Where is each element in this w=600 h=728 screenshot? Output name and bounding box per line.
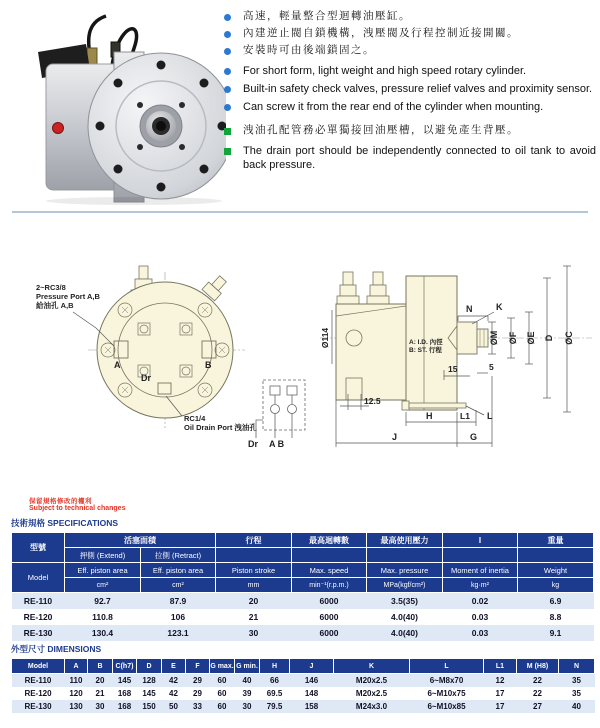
value-cell: 20 (248, 596, 259, 606)
value-cell: 50 (169, 702, 178, 711)
feature-text: 安裝時可由後端鎖固之。 (243, 44, 375, 56)
dim-l-label: L (487, 411, 493, 421)
unit-cell: cm² (65, 578, 141, 593)
dim-15-label: 15 (448, 364, 458, 374)
header-weight-zh: 重量 (518, 533, 594, 548)
header-area-en: Eff. piston area (141, 563, 216, 578)
value-cell: 30 (248, 628, 259, 638)
header-stroke-en: Piston stroke (216, 563, 292, 578)
front-view-drawing (73, 266, 245, 428)
value-cell: 120 (69, 689, 83, 698)
value-cell: 148 (304, 689, 319, 698)
column-header: F (186, 659, 210, 674)
drain-port-label-line1: RC1/4 (184, 414, 206, 423)
column-header: A (65, 659, 88, 674)
hydraulic-circuit-symbol (256, 380, 305, 438)
header-area-en: Eff. piston area (65, 563, 141, 578)
feature-text: 內建逆止閥自鎖機構，洩壓閥及行程控制近接開關。 (243, 27, 519, 39)
value-cell: 17 (495, 689, 505, 698)
value-cell: 39 (242, 689, 252, 698)
value-cell: 6000 (319, 596, 339, 606)
value-cell: 22 (533, 689, 542, 698)
unit-cell: cm² (141, 578, 216, 593)
value-cell: 6000 (319, 628, 339, 638)
value-cell: 29 (193, 676, 202, 685)
column-header: L (410, 659, 484, 674)
indicator-dot (53, 123, 64, 134)
value-cell: 40 (572, 702, 581, 711)
feature-item (224, 82, 596, 96)
model-cell: RE-130 (23, 628, 53, 638)
value-cell: 150 (142, 702, 156, 711)
value-cell: 79.5 (266, 702, 283, 711)
empty-header-cell (292, 548, 367, 563)
bullet-icon (224, 104, 231, 111)
header-weight-en: Weight (518, 563, 594, 578)
table-row (12, 687, 595, 700)
bullet-icon (224, 68, 231, 75)
model-cell: RE-110 (23, 596, 53, 606)
bullet-icon (224, 31, 231, 38)
value-cell: 106 (170, 612, 186, 622)
unit-cell: MPa(kgf/cm²) (367, 578, 443, 593)
note-id-label: A: I.D. 內徑 (409, 339, 443, 346)
empty-header-cell (518, 548, 594, 563)
dim-k-label: K (496, 302, 503, 312)
value-cell: 12 (495, 676, 505, 685)
value-cell: M20x2.5 (355, 676, 388, 685)
column-header: Model (12, 659, 65, 674)
bullet-icon (224, 14, 231, 21)
header-stroke-zh: 行程 (216, 533, 292, 548)
value-cell: 69.5 (266, 689, 283, 698)
table-row (12, 609, 594, 625)
value-cell: 6000 (319, 612, 339, 622)
feature-item (224, 64, 596, 78)
header-retract: 拉側 (Retract) (141, 548, 216, 563)
pressure-port-label-line1: 2~RC3/8 (36, 283, 66, 292)
column-header: G max. (210, 659, 235, 674)
value-cell: 8.8 (549, 612, 562, 622)
value-cell: 35 (572, 676, 581, 685)
value-cell: 128 (142, 676, 156, 685)
header-model-zh: 型號 (12, 533, 65, 563)
value-cell: 145 (117, 676, 132, 685)
value-cell: M24x3.0 (355, 702, 388, 711)
value-cell: 60 (217, 702, 227, 711)
value-cell: 146 (304, 676, 319, 685)
section-divider (12, 211, 588, 213)
value-cell: 130.4 (91, 628, 114, 638)
feature-item (224, 10, 596, 23)
unit-cell: min⁻¹(r.p.m.) (292, 578, 367, 593)
specifications-section (11, 517, 593, 641)
column-header: M (H8) (517, 659, 559, 674)
value-cell: 130 (69, 702, 83, 711)
table-row (12, 700, 595, 713)
header-model-en: Model (12, 563, 65, 593)
specifications-table (11, 532, 594, 641)
feature-text: Built-in safety check valves, pressure relief valves and proximity sensor. (243, 83, 593, 95)
value-cell: 60 (217, 689, 227, 698)
technical-drawings (0, 260, 600, 496)
change-notice-en: Subject to technical changes (29, 505, 126, 513)
dimensions-header-row (12, 659, 595, 674)
dim-g-label: G (470, 432, 478, 442)
specifications-title: 技術規格 SPECIFICATIONS (11, 518, 119, 528)
value-cell: M20x2.5 (355, 689, 388, 698)
empty-header-cell (443, 548, 518, 563)
dia114-label: Ø114 (320, 327, 330, 349)
table-row (12, 625, 594, 641)
value-cell: 30 (242, 702, 252, 711)
column-header: D (137, 659, 162, 674)
dia-e-label: ØE (526, 331, 536, 345)
note-text: 洩油孔配管務必單獨接回油壓槽，以避免產生背壓。 (243, 124, 519, 136)
value-cell: 6~M10x85 (427, 702, 466, 711)
model-cell: RE-130 (24, 702, 52, 711)
change-notice (29, 498, 125, 514)
dim-j-label: J (392, 432, 398, 442)
bullet-icon (224, 86, 231, 93)
side-view-drawing (320, 266, 592, 447)
side-valve-stems (337, 272, 389, 304)
bullet-icon (224, 48, 231, 55)
value-cell: 110.8 (92, 612, 113, 622)
header-pressure-en: Max. pressure (367, 563, 443, 578)
value-cell: 0.03 (471, 612, 489, 622)
circuit-dr-label: Dr (248, 439, 259, 449)
feature-text: For short form, light weight and high speed rotary cylinder. (243, 65, 527, 77)
feature-list (224, 10, 596, 176)
column-header: C(h7) (113, 659, 137, 674)
unit-cell: kg·m² (443, 578, 518, 593)
value-cell: 35 (572, 689, 581, 698)
cylinder-body (336, 304, 406, 400)
value-cell: 22 (533, 676, 542, 685)
value-cell: 0.02 (471, 596, 489, 606)
header-piston-area: 活塞面積 (65, 533, 216, 548)
value-cell: 87.9 (169, 596, 187, 606)
header-extend: 押側 (Extend) (65, 548, 141, 563)
value-cell: 4.0(40) (391, 612, 418, 622)
note-text: The drain port should be independently connected to oil tank to avoid back pressure. (243, 145, 596, 171)
rotary-cylinder-photo (14, 8, 226, 206)
value-cell: 42 (169, 689, 178, 698)
empty-header-cell (367, 548, 443, 563)
header-inertia-zh: I (443, 533, 518, 548)
shaft-tip (477, 329, 488, 347)
feature-item (224, 27, 596, 40)
dimensions-table (11, 658, 595, 713)
unit-cell: kg (518, 578, 594, 593)
value-cell: 3.5(35) (391, 596, 418, 606)
dim-h-label: H (426, 411, 433, 421)
dia-f-label: ØF (508, 331, 518, 345)
empty-header-cell (216, 548, 292, 563)
header-pressure-zh: 最高使用壓力 (367, 533, 443, 548)
note-square-icon (224, 128, 231, 135)
value-cell: 21 (248, 612, 259, 622)
model-cell: RE-110 (24, 676, 52, 685)
dia-c-label: ØC (564, 331, 574, 345)
value-cell: 6.9 (549, 596, 562, 606)
note-square-icon (224, 148, 231, 155)
value-cell: 42 (169, 676, 178, 685)
value-cell: 168 (117, 689, 132, 698)
value-cell: 92.7 (94, 596, 111, 606)
circuit-ab-label: A B (269, 439, 285, 449)
port-dr-label: Dr (141, 373, 152, 383)
dia-m-label: ØM (489, 330, 499, 346)
table-row (12, 674, 595, 688)
value-cell: 168 (117, 702, 132, 711)
model-cell: RE-120 (23, 612, 53, 622)
dimensions-section (11, 643, 593, 713)
value-cell: 4.0(40) (391, 628, 418, 638)
column-header: E (162, 659, 186, 674)
value-cell: 145 (142, 689, 156, 698)
column-header: J (290, 659, 334, 674)
pressure-port-label-line2: Pressure Port A,B (36, 292, 100, 301)
dim-n-label: N (466, 304, 473, 314)
column-header: N (559, 659, 595, 674)
column-header: G min. (235, 659, 260, 674)
dimensions-title: 外型尺寸 DIMENSIONS (11, 644, 102, 654)
feature-item (224, 100, 596, 114)
header-speed-zh: 最高迴轉數 (292, 533, 367, 548)
dim-5-label: 5 (489, 362, 494, 372)
value-cell: 27 (533, 702, 542, 711)
value-cell: 20 (95, 676, 105, 685)
feature-item (224, 44, 596, 57)
model-cell: RE-120 (24, 689, 52, 698)
product-photo (14, 8, 226, 206)
shaft-nut (457, 322, 477, 354)
value-cell: 33 (193, 702, 202, 711)
value-cell: 29 (193, 689, 202, 698)
value-cell: 21 (95, 689, 105, 698)
header-inertia-en: Moment of inertia (443, 563, 518, 578)
table-row (12, 593, 594, 610)
value-cell: 6~M8x70 (429, 676, 464, 685)
unit-cell: mm (216, 578, 292, 593)
port-b-label: B (205, 360, 212, 370)
feature-text: 高速，輕量整合型迴轉油壓缸。 (243, 10, 411, 22)
value-cell: 6~M10x75 (427, 689, 466, 698)
port-a-label: A (114, 360, 121, 370)
column-header: K (334, 659, 410, 674)
value-cell: 66 (270, 676, 279, 685)
value-cell: 40 (242, 676, 252, 685)
column-header: B (88, 659, 113, 674)
pressure-port-label-line3: 給油孔 A,B (36, 301, 74, 310)
note-st-label: B: ST. 行程 (409, 347, 442, 354)
value-cell: 123.1 (167, 628, 189, 638)
value-cell: 17 (495, 702, 505, 711)
feature-text: Can screw it from the rear end of the cylinder when mounting. (243, 101, 544, 113)
note-item (224, 144, 596, 172)
column-header: H (260, 659, 290, 674)
value-cell: 0.03 (471, 628, 489, 638)
column-header: L1 (484, 659, 517, 674)
drain-port-label-line2: Oil Drain Port 洩油孔 (184, 423, 257, 432)
value-cell: 30 (95, 702, 105, 711)
dim-12-5-label: 12.5 (364, 396, 381, 406)
value-cell: 9.1 (549, 628, 562, 638)
dim-l1-label: L1 (460, 411, 470, 421)
header-speed-en: Max. speed (292, 563, 367, 578)
change-notice-zh: 保留規格修改的權利 (29, 498, 92, 505)
note-item (224, 124, 596, 137)
value-cell: 110 (69, 676, 83, 685)
value-cell: 60 (217, 676, 227, 685)
value-cell: 158 (304, 702, 319, 711)
dim-d-label: D (544, 334, 554, 342)
